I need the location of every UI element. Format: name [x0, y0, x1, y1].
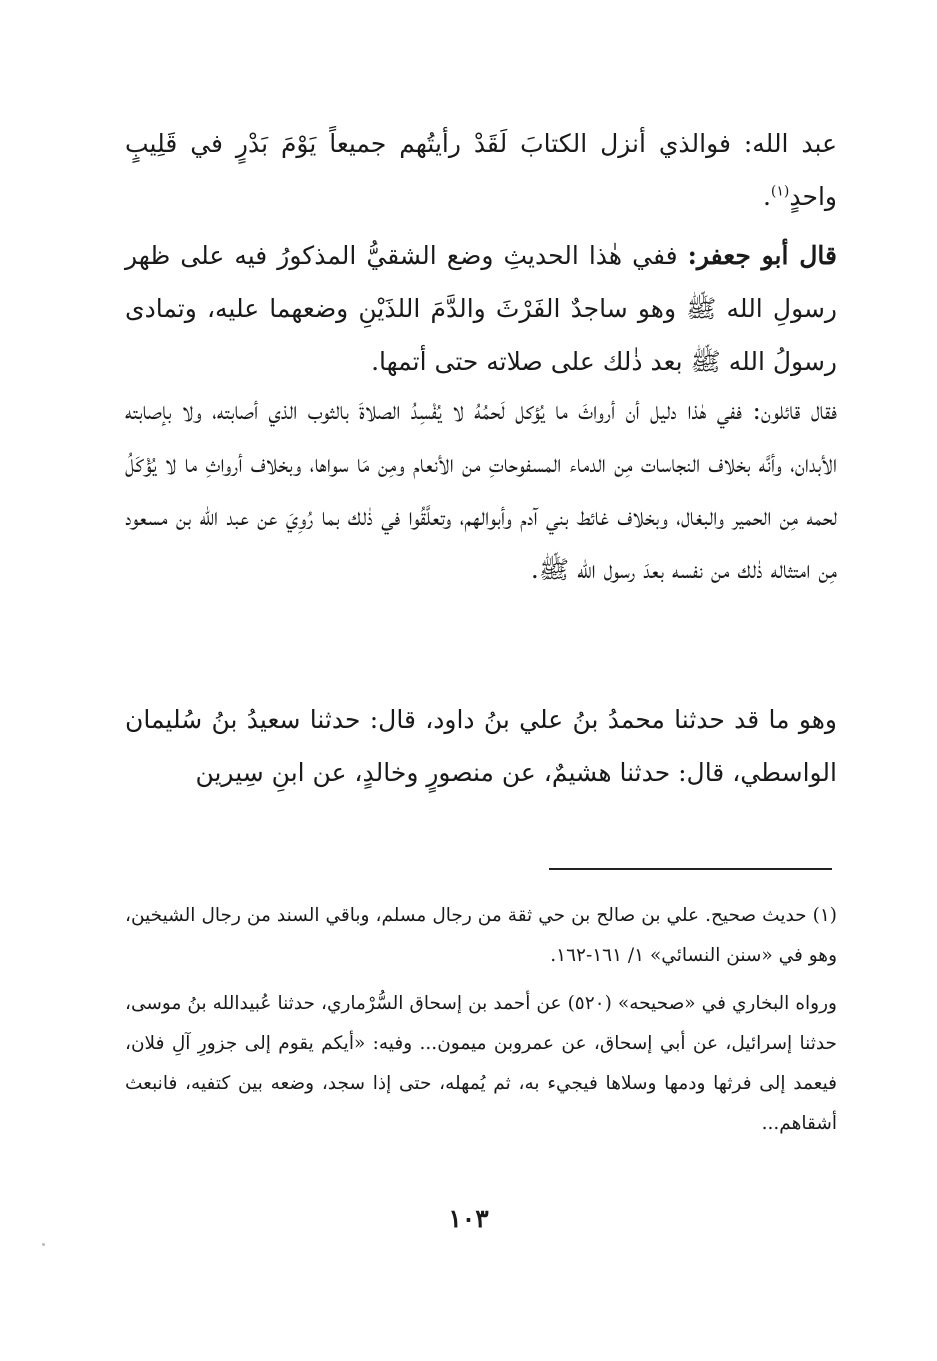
paragraph-1-text: عبد الله: فوالذي أنزل الكتابَ لَقَدْ رأيتُهم جميعاً يَوْمَ بَدْرٍ في قَلِيبٍ واحدٍ [125, 129, 837, 211]
paragraph-2 [125, 229, 837, 388]
footnote-reference[interactable]: (١) [770, 183, 790, 200]
footnote-separator [549, 868, 832, 870]
paragraph-1-end: . [762, 182, 771, 211]
footnote-2 [125, 984, 837, 1144]
footnote-1-text: (١) حديث صحيح. علي بن صالح بن حي ثقة من رجال مسلم، وباقي السند من رجال الشيخين، وهو في «سنن النسائي» ١/ ١٦١-١٦٢. [125, 905, 837, 966]
paragraph-4 [125, 693, 837, 799]
scan-speck [42, 1243, 45, 1246]
footnote-2-text: ورواه البخاري في «صحيحه» (٥٢٠) عن أحمد بن إسحاق السُّرْماري، حدثنا عُبيدالله بنُ موسى، حدثنا إسرائيل، عن أبي إسحاق، عن عمروبن ميمون... وفيه: «أيكم يقوم إلى جزورِ آلِ فلان، فيعمد إلى فرثها ودمها وسلاها فيجيء به، ثم يُمهله، حتى إذا سجد، وضعه بين كتفيه، فانبعث أشقاهم... [125, 993, 837, 1134]
page-number: ١٠٣ [448, 1204, 489, 1233]
paragraph-3 [125, 384, 837, 596]
paragraph-2-text: ففي هٰذا الحديثِ وضع الشقيُّ المذكورُ فيه على ظهر رسولِ الله ﷺ وهو ساجدٌ الفَرْثَ والدَّمَ اللذَيْنِ وضعهما عليه، وتمادى رسولُ الله ﷺ بعد ذٰلك على صلاته حتى أتمها. [125, 241, 837, 376]
footnote-1 [125, 896, 837, 976]
paragraph-3-text: فقال قائلون: ففي هٰذا دليل أن أرواثَ ما يُؤكل لَحمُهُ لا يُفْسِدُ الصلاةَ بالثوب الذي أصابته، ولا بإصابته الأبدان، وأنَّه بخلاف النجاسات مِن الدماء المسفوحاتِ من الأنعام ومِن مَا سواها، وبخلاف أرواثِ ما لا يُؤْكَلُ لحمه مِن الحمير والبغال، وبخلاف غائط بني آدم وأبوالهم، وتعلَّقُوا في ذٰلك بما رُوِيَ عن عبد الله بن مسعود مِن امتثاله ذٰلك من نفسه بعدَ رسول الله ﷺ. [125, 396, 837, 584]
paragraph-1 [125, 117, 837, 223]
paragraph-2-lead: قال أبو جعفر: [687, 241, 837, 270]
paragraph-4-text: وهو ما قد حدثنا محمدُ بنُ علي بنُ داود، قال: حدثنا سعيدُ بنُ سُليمان الواسطي، قال: حدثنا هشيمٌ، عن منصورٍ وخالدٍ، عن ابنِ سِيرين [125, 705, 837, 787]
